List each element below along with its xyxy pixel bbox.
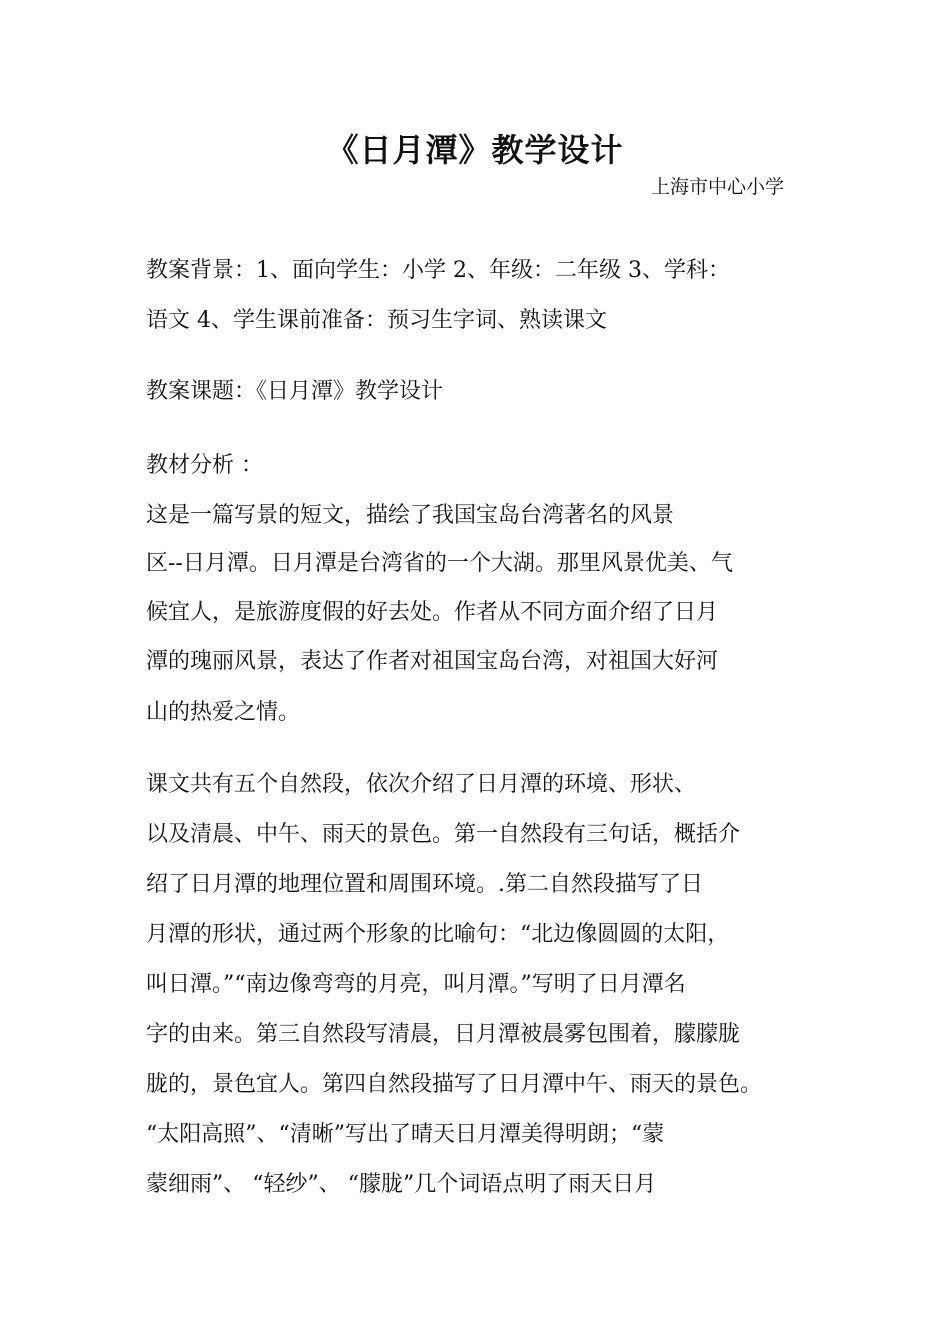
- material-analysis-heading: 教材分析 ：: [146, 453, 263, 478]
- document-title: 《日月潭》教学设计: [326, 131, 624, 169]
- paragraph-line: 以及清晨、中午、雨天的景色。第一自然段有三句话，概括介: [146, 822, 741, 847]
- lesson-topic-line: 教案课题：《日月潭》教学设计: [146, 379, 444, 404]
- paragraph-line: 候宜人，是旅游度假的好去处。作者从不同方面介绍了日月: [146, 600, 719, 625]
- paragraph-line: 蒙细雨”、 “轻纱”、 “朦胧”几个词语点明了雨天日月: [146, 1172, 657, 1197]
- paragraph-line: 山的热爱之情。: [146, 700, 301, 725]
- paragraph-line: 胧的，景色宜人。第四自然段描写了日月潭中午、雨天的景色。: [146, 1072, 763, 1097]
- paragraph-line: 月潭的形状，通过两个形象的比喻句：“北边像圆圆的太阳，: [146, 922, 730, 947]
- background-line-1: 教案背景：1、面向学生：小学 2、年级：二年级 3、学科：: [146, 258, 730, 283]
- paragraph-line: 区--日月潭。日月潭是台湾省的一个大湖。那里风景优美、气: [146, 551, 733, 576]
- background-line-2: 语文 4、学生课前准备：预习生字词、熟读课文: [146, 308, 607, 333]
- paragraph-line: “太阳高照”、“清晰”写出了晴天日月潭美得明朗；“蒙: [146, 1122, 665, 1147]
- paragraph-line: 绍了日月潭的地理位置和周围环境。.第二自然段描写了日: [146, 872, 703, 897]
- paragraph-line: 叫日潭。”“南边像弯弯的月亮，叫月潭。”写明了日月潭名: [146, 972, 686, 997]
- document-author: 上海市中心小学: [651, 176, 785, 198]
- paragraph-line: 这是一篇写景的短文，描绘了我国宝岛台湾著名的风景: [146, 503, 675, 528]
- paragraph-line: 课文共有五个自然段，依次介绍了日月潭的环境、形状、: [146, 772, 697, 797]
- paragraph-line: 字的由来。第三自然段写清晨，日月潭被晨雾包围着，朦朦胧: [146, 1022, 741, 1047]
- paragraph-line: 潭的瑰丽风景，表达了作者对祖国宝岛台湾，对祖国大好河: [146, 649, 719, 674]
